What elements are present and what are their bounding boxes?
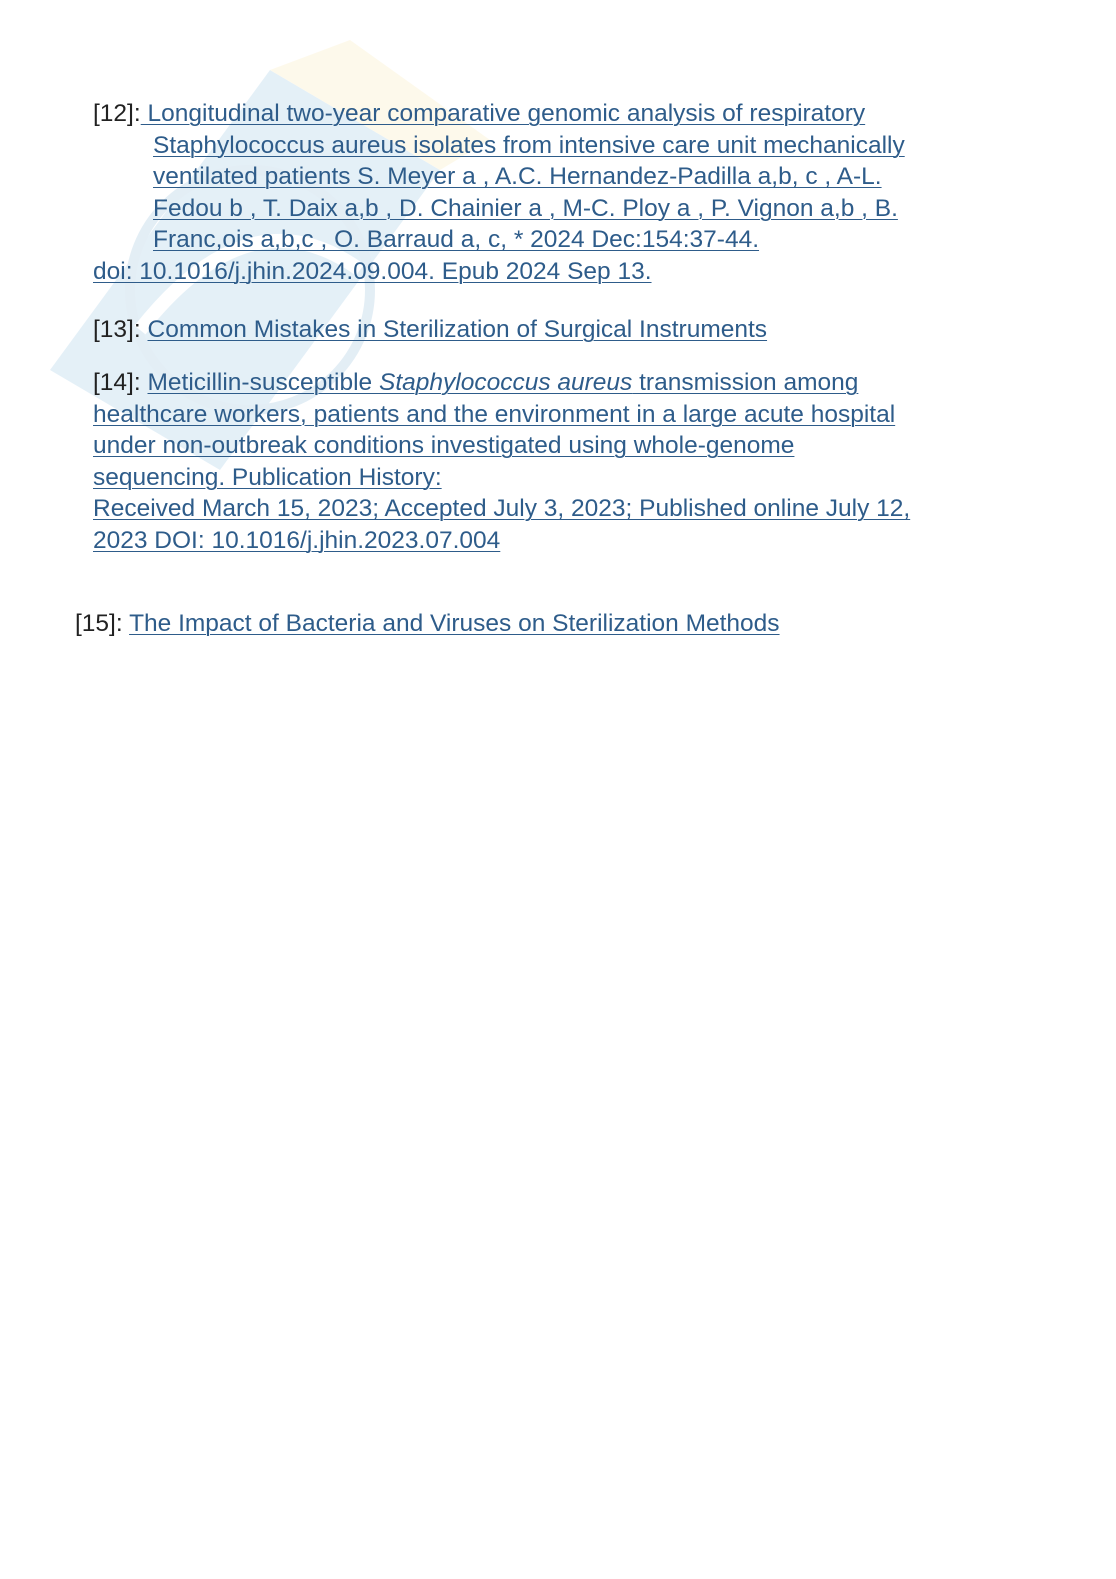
reference-14-doi-link[interactable]: 2023 DOI: 10.1016/j.jhin.2023.07.004 <box>93 526 501 554</box>
reference-14-link-line-4[interactable]: sequencing. Publication History: <box>93 463 442 491</box>
reference-13 <box>93 314 767 346</box>
reference-12 <box>93 98 905 287</box>
reference-12-link-line-2[interactable]: Staphylococcus aureus isolates from intensive care unit mechanically <box>153 131 905 159</box>
reference-12-link-line-5[interactable]: Franc,ois a,b,c , O. Barraud a, c, * 2024 Dec:154:37-44. <box>153 226 760 253</box>
reference-14-text: Meticillin-susceptible <box>147 369 379 396</box>
reference-12-link-line-3[interactable]: ventilated patients S. Meyer a , A.C. Hernandez-Padilla a,b, c , A-L. <box>153 163 882 190</box>
reference-14-link[interactable] <box>148 369 859 396</box>
reference-12-doi-link[interactable]: doi: 10.1016/j.jhin.2024.09.004. Epub 2024 Sep 13. <box>93 257 652 285</box>
reference-number: [14]: <box>93 369 141 396</box>
reference-number: [12]: <box>93 100 141 127</box>
species-name: Staphylococcus aureus <box>378 369 633 396</box>
reference-12-link-line-4[interactable]: Fedou b , T. Daix a,b , D. Chainier a , M-C. Ploy a , P. Vignon a,b , B. <box>153 194 898 222</box>
reference-12-link[interactable]: Longitudinal two-year comparative genomic analysis of respiratory <box>140 100 866 127</box>
reference-number: [15]: <box>75 610 123 637</box>
reference-14-text: transmission among <box>632 369 859 396</box>
reference-14-history-link[interactable]: Received March 15, 2023; Accepted July 3, 2023; Published online July 12, <box>93 495 911 522</box>
reference-15-link[interactable]: The Impact of Bacteria and Viruses on Sterilization Methods <box>129 610 780 637</box>
reference-14 <box>93 367 910 556</box>
reference-number: [13]: <box>93 316 141 343</box>
reference-13-link[interactable]: Common Mistakes in Sterilization of Surgical Instruments <box>147 316 768 343</box>
reference-14-link-line-3[interactable]: under non-outbreak conditions investigated using whole-genome <box>93 432 795 459</box>
reference-15 <box>75 608 780 640</box>
reference-14-link-line-2[interactable]: healthcare workers, patients and the environment in a large acute hospital <box>93 400 896 428</box>
